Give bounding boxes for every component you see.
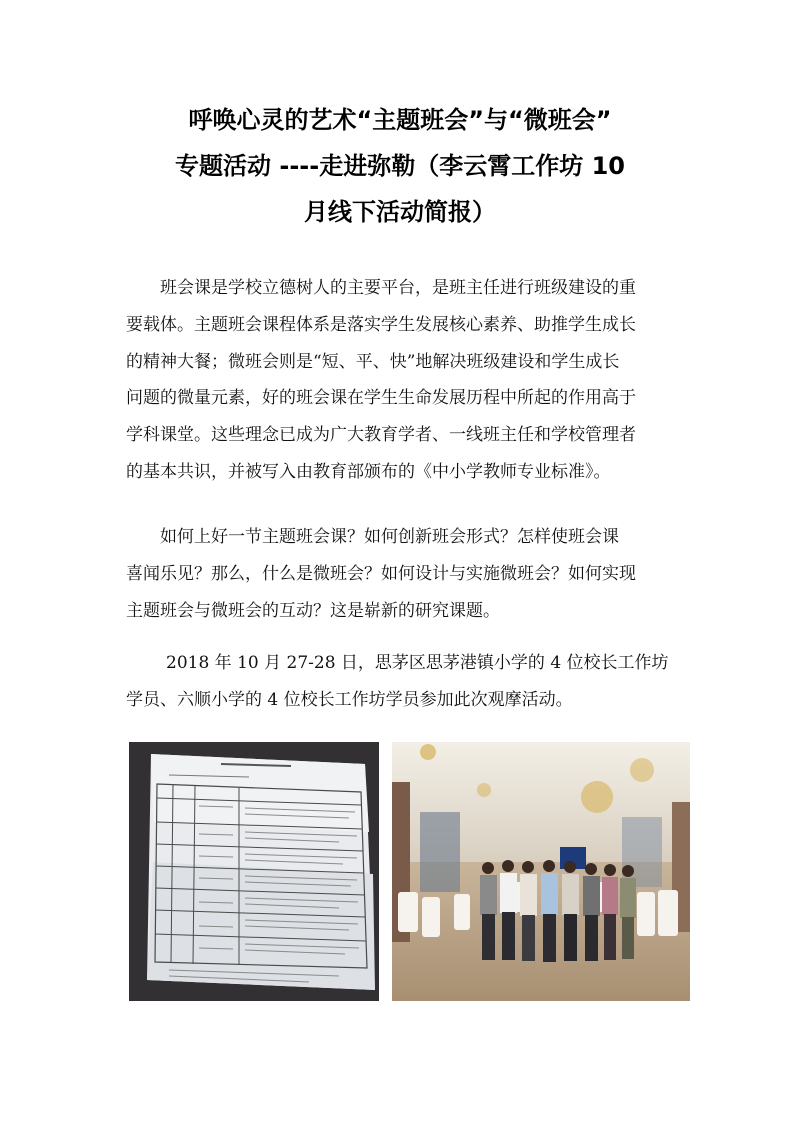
paragraph-line: 主题班会与微班会的互动？这是崭新的研究课题。	[126, 600, 500, 621]
paragraph-line: 班会课是学校立德树人的主要平台，是班主任进行班级建设的重	[160, 278, 636, 298]
participants-paragraph	[126, 645, 682, 719]
intro-paragraph	[126, 270, 682, 491]
questions-paragraph	[126, 519, 682, 629]
page-title	[100, 97, 700, 235]
title-line: 呼唤心灵的艺术“主题班会”与“微班会”	[188, 106, 612, 134]
paragraph-line: 的基本共识，并被写入由教育部颁布的《中小学教师专业标准》。	[126, 461, 611, 482]
paragraph-line: 要载体。主题班会课程体系是落实学生发展核心素养、助推学生成长	[126, 314, 636, 335]
title-line: 专题活动 ----走进弥勒（李云霄工作坊 10	[175, 152, 625, 180]
title-line: 月线下活动简报）	[304, 198, 496, 226]
group-photo	[392, 742, 690, 1001]
paragraph-line: 问题的微量元素，好的班会课在学生生命发展历程中所起的作用高于	[126, 388, 636, 409]
schedule-sheet-photo	[129, 742, 379, 1001]
paragraph-line: 喜闻乐见？那么，什么是微班会？如何设计与实施微班会？如何实现	[126, 563, 636, 584]
paragraph-line: 学科课堂。这些理念已成为广大教育学者、一线班主任和学校管理者	[126, 425, 636, 446]
paragraph-line: 如何上好一节主题班会课？如何创新班会形式？怎样使班会课	[160, 527, 619, 547]
paragraph-line: 2018 年 10 月 27-28 日，思茅区思茅港镇小学的 4 位校长工作坊	[166, 653, 669, 673]
paragraph-line: 的精神大餐；微班会则是“短、平、快”地解决班级建设和学生成长	[126, 351, 620, 372]
group-photo-illustration	[392, 742, 690, 1001]
paragraph-line: 学员、六顺小学的 4 位校长工作坊学员参加此次观摩活动。	[126, 689, 573, 710]
schedule-sheet-illustration	[129, 742, 379, 1001]
